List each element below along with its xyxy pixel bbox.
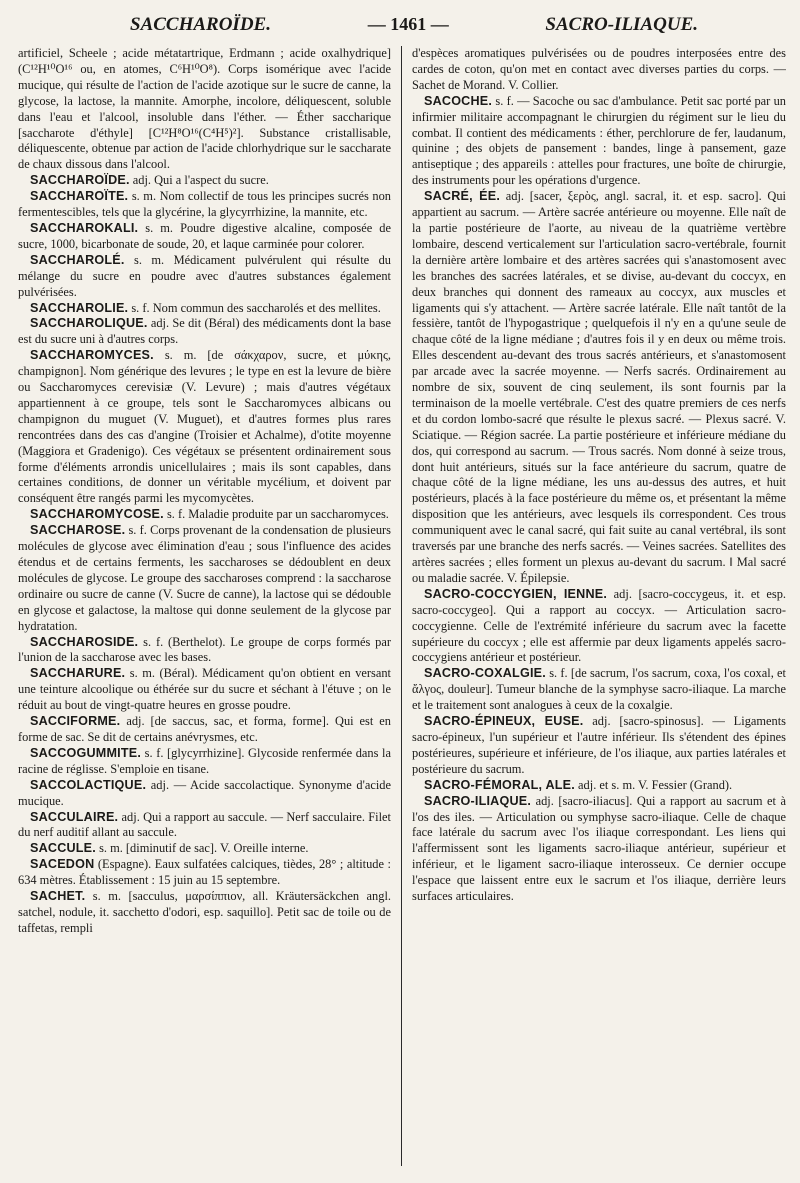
entry-headword: SACCHAROÏDE. xyxy=(30,173,130,188)
dictionary-entry xyxy=(412,666,786,714)
dictionary-entry xyxy=(18,189,391,221)
dictionary-entry xyxy=(18,173,391,189)
entry-headword: SACCHAROLIE. xyxy=(30,300,129,315)
entry-headword: SACCHAROLÉ. xyxy=(30,252,125,267)
dictionary-entry xyxy=(18,316,391,348)
dictionary-entry xyxy=(18,666,391,714)
entry-definition: s. m. [sacculus, μαρσίππιον, all. Kräutersäckchen angl. satchel, nodule, it. sacchetto d'odori, esp. saquillo]. Petit sac de toile ou de taffetas, rempli xyxy=(18,889,391,935)
entry-definition: s. m. [de σάκχαρον, sucre, et μύκης, champignon]. Nom générique des levures ; le type en est la levure de bière ou Saccharomyces cerevisiæ (V. Levure) ; mais d'autres végétaux appartiennent à ce groupe, tels sont le Saccharomyces albicans ou champignon du muguet (V. Muguet), et d'autres formes plus rares rencontrées dans des cas d'angine (Troisier et Achalme), d'otite moyenne (Maggiora et Gradenigo). Ces végétaux se présentent ordinairement sous forme d'éléments arrondis unicellulaires ; mais ils sont capables, dans certaines conditions, de donner un véritable mycélium, et doivent par conséquent être rangés parmi les mycomycètes. xyxy=(18,348,391,506)
dictionary-entry xyxy=(18,507,391,523)
dictionary-entry xyxy=(18,857,391,889)
entry-definition: s. m. Poudre digestive alcaline, composée de sucre, 1000, bicarbonate de soude, 20, et laque carminée pour colorer. xyxy=(18,220,391,251)
page-number: — 1461 — xyxy=(367,14,449,34)
dictionary-entry xyxy=(18,253,391,301)
header-right-guideword: SACRO-ILIAQUE. xyxy=(545,14,698,35)
entry-headword: SACRO-FÉMORAL, ALE. xyxy=(424,777,575,792)
dictionary-entry xyxy=(18,841,391,857)
entry-headword: SACRO-COCCYGIEN, IENNE. xyxy=(424,586,608,601)
entry-headword: SACHET. xyxy=(30,889,86,904)
entry-definition: s. m. Médicament pulvérulent qui résulte du mélange du sucre en poudre avec d'autres substances également pulvérisées. xyxy=(18,252,391,299)
entry-definition: s. m. (Béral). Médicament qu'on obtient en versant une teinture alcoolique ou éthérée sur du sucre et séchant à l'étuve ; on le réduit au bout de vingt-quatre heures en grosse poudre. xyxy=(18,666,391,713)
entry-headword: SACOCHE. xyxy=(424,93,493,108)
entry-headword: SACCHAROSE. xyxy=(30,523,126,538)
entry-headword: SACCHAROMYCOSE. xyxy=(30,507,164,522)
dictionary-entry xyxy=(18,778,391,810)
dictionary-entry xyxy=(18,746,391,778)
text-columns xyxy=(18,46,786,1166)
entry-definition: artificiel, Scheele ; acide métatartrique, Erdmann ; acide oxalhydrique] (C¹²H¹⁰O¹⁶ ou, en atomes, C⁶H¹⁰O⁸). Corps isomérique avec l'acide mucique, qui résulte de l'action de l'acide azotique sur le sucre de canne, la glycose, la lactose, la mannite. Amorphe, incolore, déliquescent, soluble dans l'eau et l'alcool, insoluble dans l'éther. — Éther saccharique [saccharote d'éthyle] [C¹²H⁸O¹⁶(C⁴H⁵)²]. Substance cristallisable, déliquescente, obtenue par action de l'acide chlorhydrique sur le saccharate de chaux dissous dans l'alcool. xyxy=(18,46,391,172)
entry-definition: adj. [sacro-spinosus]. — Ligaments sacro-épineux, l'un supérieur et l'autre inférieur. Ils s'étendent des épines postérieures, supérieure et inférieure, de l'os iliaque, aux parties latérales et postérieure du sacrum. xyxy=(412,714,786,776)
entry-headword: SACRÉ, ÉE. xyxy=(424,189,501,204)
dictionary-entry xyxy=(18,889,391,937)
entry-definition: adj. Se dit (Béral) des médicaments dont la base est du sucre uni à d'autres corps. xyxy=(18,316,391,347)
entry-headword: SACCHAROKALI. xyxy=(30,220,139,235)
left-column xyxy=(18,46,402,1166)
entry-definition: adj. et s. m. V. Fessier (Grand). xyxy=(574,777,733,792)
entry-headword: SACCOGUMMITE. xyxy=(30,745,142,760)
dictionary-entry xyxy=(18,301,391,317)
dictionary-entry xyxy=(412,714,786,778)
entry-definition: s. f. Corps provenant de la condensation de plusieurs molécules de glycose avec élimination d'eau ; sous l'influence des acides étendus et de certains ferments, les saccharoses se dédoublent en deux molécules de glycose. Le groupe des saccharoses comprend : la saccharose ordinaire ou sucre de canne (V. Sucre de canne), la lactose qui se dédouble en glycose et galactose, la maltose qui donne seulement de la glycose par hydratation. xyxy=(18,523,391,633)
entry-definition: adj. [sacro-iliacus]. Qui a rapport au sacrum et à l'os des iles. — Articulation ou symphyse sacro-iliaque. Celle de chaque face latérale du sacrum avec l'os iliaque correspondant. Les liens qui l'affermissent sont les ligaments sacro-iliaque antérieur, supérieur et inférieur, et le ligament sacro-iliaque interosseux. Ce dernier occupe l'espace que laissent entre eux le sacrum et l'os iliaque, derrière leurs surfaces articulaires. xyxy=(412,793,786,904)
running-header xyxy=(18,14,786,42)
entry-headword: SACRO-ÉPINEUX, EUSE. xyxy=(424,714,584,729)
entry-definition: s. f. — Sacoche ou sac d'ambulance. Petit sac porté par un infirmier militaire accompagnant le chirurgien du régiment sur le lieu du combat. Il contient des médicaments : éther, perchlorure de fer, laudanum, quinine ; des objets de pansement : bandes, linge à pansement, gaze antiseptique ; des appareils : attelles pour fractures, une boîte de chirurgie, des instruments pour les opérations d'urgence. xyxy=(412,93,786,188)
entry-headword: SACCULE. xyxy=(30,841,96,856)
entry-definition: d'espèces aromatiques pulvérisées ou de poudres interposées entre des cardes de coton, qu'on met en contact avec diverses parties du corps. — Sachet de Morand. V. Collier. xyxy=(412,46,786,92)
entry-headword: SACRO-COXALGIE. xyxy=(424,666,546,681)
dictionary-entry xyxy=(412,587,786,667)
entry-headword: SACCHAROSIDE. xyxy=(30,634,139,649)
entry-headword: SACCHAROMYCES. xyxy=(30,348,154,363)
entry-headword: SACEDON xyxy=(30,857,95,872)
dictionary-entry xyxy=(412,94,786,189)
entry-headword: SACCIFORME. xyxy=(30,714,121,729)
entry-headword: SACCHARURE. xyxy=(30,666,126,681)
entry-headword: SACCOLACTIQUE. xyxy=(30,777,147,792)
header-left-guideword: SACCHAROÏDE. xyxy=(130,14,271,35)
dictionary-entry xyxy=(18,523,391,634)
dictionary-entry xyxy=(18,714,391,746)
dictionary-entry xyxy=(412,794,786,905)
dictionary-entry xyxy=(18,810,391,842)
entry-definition: s. m. Nom collectif de tous les principes sucrés non fermentescibles, tels que la glycérine, la glycyrrhizine, la mannite, etc. xyxy=(18,189,391,220)
dictionary-entry xyxy=(412,778,786,794)
dictionary-entry xyxy=(412,46,786,94)
entry-definition: s. f. Maladie produite par un saccharomyces. xyxy=(163,507,389,522)
entry-definition: s. f. [de sacrum, l'os sacrum, coxa, l'os coxal, et ἄλγος, douleur]. Tumeur blanche de la symphyse sacro-iliaque. La marche et le traitement sont analogues à ceux de la coxalgie. xyxy=(412,666,786,713)
dictionary-entry xyxy=(18,348,391,507)
entry-definition: adj. — Acide saccolactique. Synonyme d'acide mucique. xyxy=(18,777,391,808)
entry-definition: s. m. [diminutif de sac]. V. Oreille interne. xyxy=(95,841,309,856)
entry-definition: s. f. (Berthelot). Le groupe de corps formés par l'union de la saccharose avec les bases. xyxy=(18,634,391,665)
entry-definition: s. f. [glycyrrhizine]. Glycoside renfermée dans la racine de réglisse. S'emploie en tisane. xyxy=(18,745,391,776)
entry-definition: adj. Qui a l'aspect du sucre. xyxy=(129,173,269,188)
right-column xyxy=(402,46,786,1166)
entry-definition: adj. [sacer, ξερὸς, angl. sacral, it. et esp. sacro]. Qui appartient au sacrum. — Artère sacrée antérieure ou moyenne. Elle naît de la partie postérieure de l'aorte, au niveau de la quatrième vertèbre lombaire, descend verticalement sur l'articulation sacro-vertébrale, fournit la dernière artère lombaire et des artères sacrées qui s'anastomosent avec les branches des sacrées latérales, et se divise, au-devant du coccyx, en deux branches qui donnent des rameaux au coccyx, aux muscles et ligaments qui s'y attachent. — Artère sacrée latérale. Elle naît tantôt de la fessière, tantôt de l'hypogastrique ; quelquefois il n'y en a qu'une seule de chaque côté de la ligne médiane ; d'autres fois il y en deux ou même trois. Elles descendent au-devant des trous sacrés antérieurs, et s'anastomosent par arcade avec la sacrée moyenne. — Nerfs sacrés. Ordinairement au nombre de six, souvent de cinq seulement, ils sont fournis par la terminaison de la moelle vertébrale. C'est des quatre premiers de ces nerfs et du cordon lombo-sacré que résulte le plexus sacré. — Plexus sacré. V. Sciatique. — Région sacrée. La partie postérieure et inférieure médiane du dos, qui correspond au sacrum. — Trous sacrés. Nom donné à seize trous, dont huit antérieurs, situés sur la face antérieure du sacrum, quatre de chaque côté de la ligne médiane, les uns au-dessus des autres, et huit postérieurs, placés à la face postérieure du même os, et présentant la même disposition que les antérieurs, avec lesquels ils correspondent. Ces trous communiquent avec le canal sacré, qui fait suite au canal vertébral, ils sont traversés par une branche des nerfs sacrés. — Veines sacrées. Satellites des artères sacrées ; elles forment un plexus au-devant du sacrum. ‖ Mal sacré ou maladie sacrée. V. Épilepsie. xyxy=(412,189,786,585)
dictionary-entry xyxy=(18,221,391,253)
entry-definition: (Espagne). Eaux sulfatées calciques, tièdes, 28° ; altitude : 634 mètres. Établissement : 15 juin au 15 septembre. xyxy=(18,857,391,888)
dictionary-entry xyxy=(412,189,786,587)
dictionary-entry xyxy=(18,635,391,667)
entry-headword: SACRO-ILIAQUE. xyxy=(424,793,532,808)
entry-headword: SACCHAROÏTE. xyxy=(30,189,129,204)
entry-definition: s. f. Nom commun des saccharolés et des mellites. xyxy=(128,300,381,315)
entry-headword: SACCHAROLIQUE. xyxy=(30,316,148,331)
dictionary-entry xyxy=(18,46,391,173)
entry-headword: SACCULAIRE. xyxy=(30,809,119,824)
entry-definition: adj. [de saccus, sac, et forma, forme]. Qui est en forme de sac. Se dit de certains anévrysmes, etc. xyxy=(18,714,391,744)
entry-definition: adj. Qui a rapport au saccule. — Nerf sacculaire. Filet du nerf auditif allant au saccule. xyxy=(18,809,391,840)
entry-definition: adj. [sacro-coccygeus, it. et esp. sacro-coccygeo]. Qui a rapport au coccyx. — Articulation sacro-coccygienne. Celle de l'extrémité inférieure du sacrum avec la facette supérieure du coccyx ; elle est affermie par deux ligaments appelés sacro-coccygiens antérieur et postérieur. xyxy=(412,586,786,665)
